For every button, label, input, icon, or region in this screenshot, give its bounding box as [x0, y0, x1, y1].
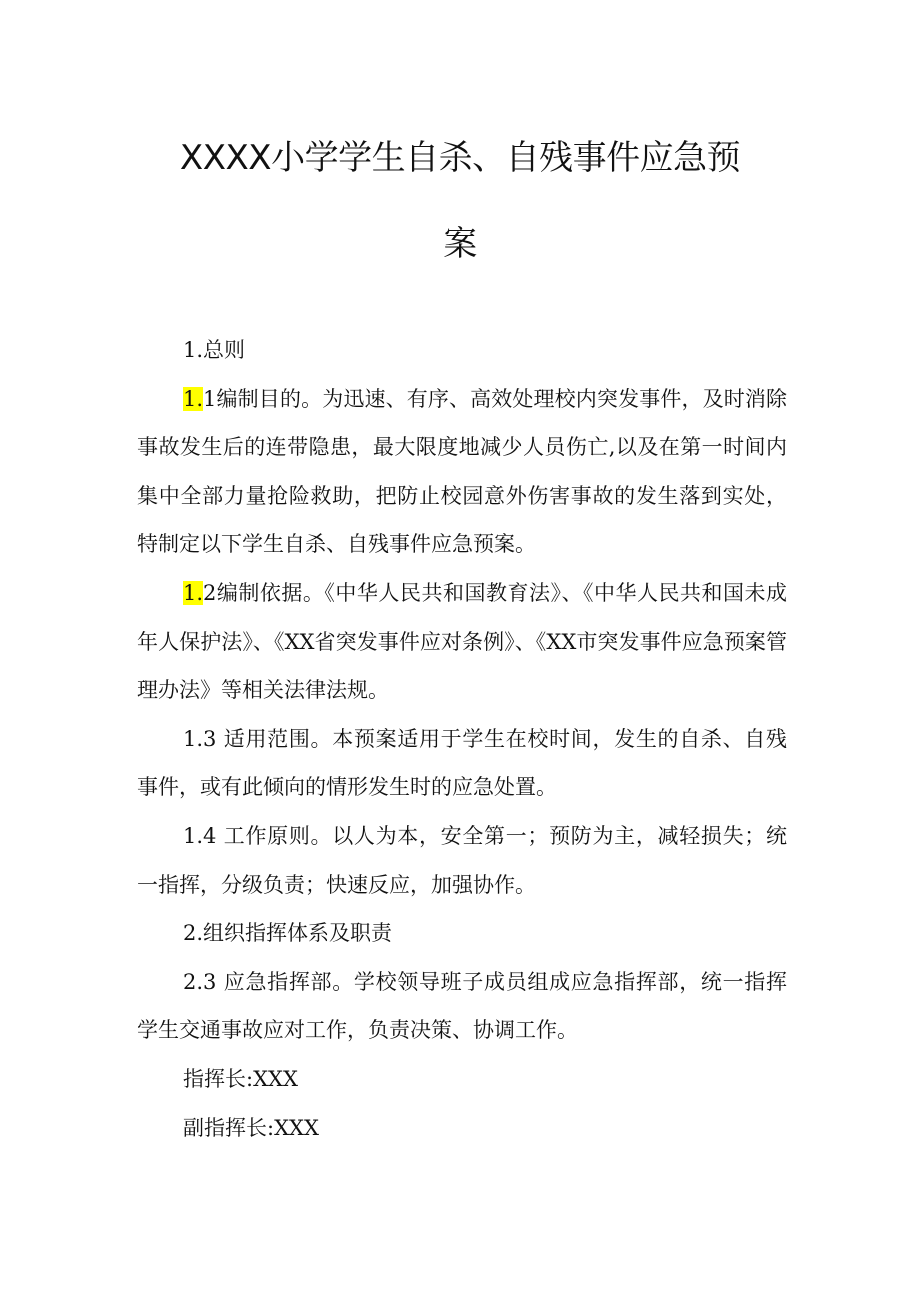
paragraph-text: 指挥长:XXX	[183, 1066, 298, 1091]
highlighted-section-number: 1.	[183, 386, 204, 411]
paragraph-text: .总则	[196, 338, 246, 362]
paragraph-text: 2编制依据。《中华人民共和国教育法》、《中华人民共和国未成年人保护法》、《XX省突发事件应对条例》、《XX市突发事件应急预案管理办法》等相关法律法规。	[137, 580, 787, 703]
section-number: 1.3	[183, 726, 217, 751]
document-title-line-1: XXXX小学学生自杀、自残事件应急预	[179, 138, 741, 178]
paragraph-text: 应急指挥部。学校领导班子成员组成应急指挥部，统一指挥学生交通事故应对工作，负责决策、协调工作。	[137, 969, 787, 1043]
paragraph-text: 副指挥长:XXX	[183, 1115, 319, 1140]
section-number: 2.3	[183, 969, 217, 994]
document-body	[137, 326, 787, 1152]
paragraph-text: 适用范围。本预案适用于学生在校时间，发生的自杀、自残事件，或有此倾向的情形发生时的应急处置。	[137, 726, 787, 800]
paragraph-text: .组织指挥体系及职责	[196, 921, 393, 946]
highlighted-section-number: 1.	[183, 580, 204, 605]
paragraph-commander	[137, 1055, 787, 1104]
paragraph-general-principles	[137, 326, 787, 375]
section-number: 2	[183, 921, 197, 946]
paragraph-basis	[137, 569, 787, 715]
section-number: 1	[183, 338, 197, 362]
section-number: 1.4	[183, 823, 217, 848]
paragraph-text: 1编制目的。为迅速、有序、高效处理校内突发事件，及时消除事故发生后的连带隐患，最大限度地减少人员伤亡,以及在第一时间内集中全部力量抢险救助，把防止校园意外伤害事故的发生落到实处，特制定以下学生自杀、自残事件应急预案。	[137, 386, 787, 557]
paragraph-work-principles	[137, 812, 787, 909]
document-title-line-2: 案	[443, 224, 477, 264]
paragraph-command-center	[137, 958, 787, 1055]
paragraph-purpose	[137, 375, 787, 569]
paragraph-scope	[137, 715, 787, 812]
paragraph-organization-heading	[137, 909, 787, 958]
paragraph-text: 工作原则。以人为本，安全第一；预防为主，减轻损失；统一指挥，分级负责；快速反应，加强协作。	[137, 823, 787, 897]
paragraph-deputy-commander	[137, 1104, 787, 1153]
